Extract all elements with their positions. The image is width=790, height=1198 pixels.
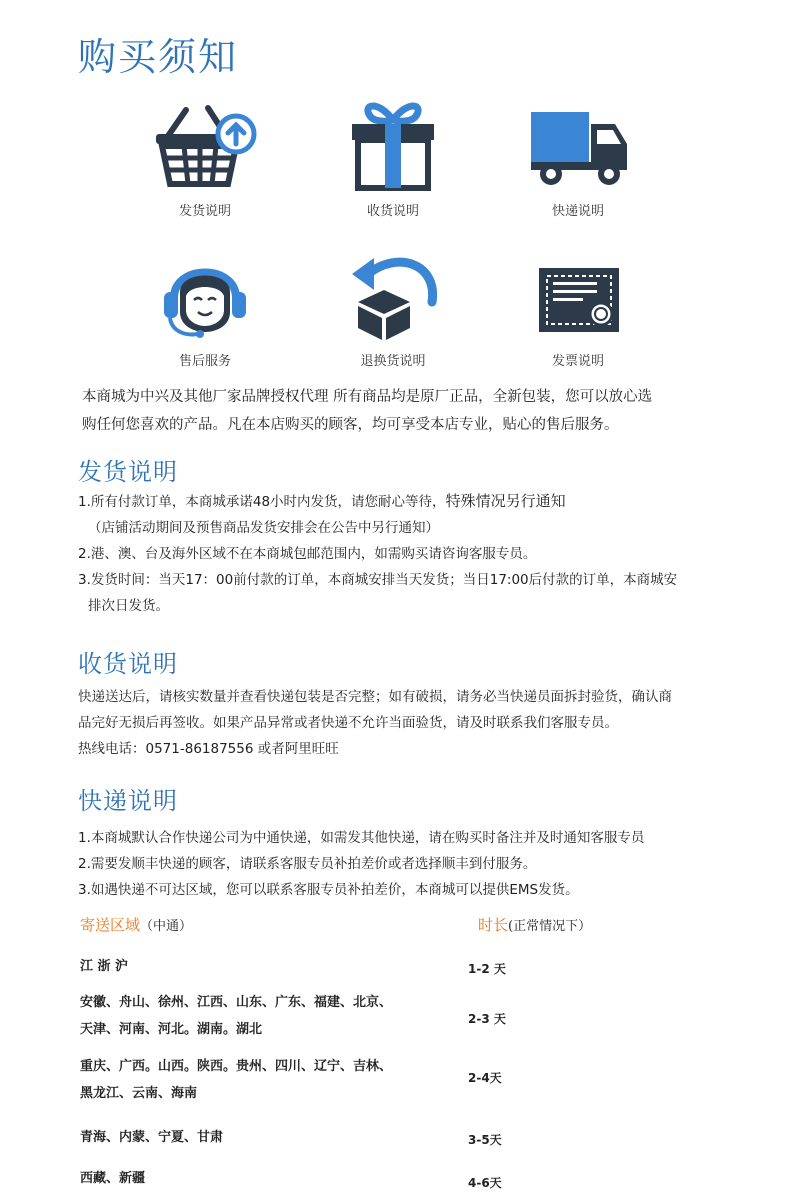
icon-item-after-sales[interactable] bbox=[130, 248, 280, 369]
shipping-line: 排次日发货。 bbox=[88, 598, 169, 614]
shipping-line: 2.港、澳、台及海外区域不在本商城包邮范围内，如需购买请咨询客服专员。 bbox=[78, 546, 537, 562]
courier-text bbox=[78, 825, 738, 903]
table-header-region bbox=[80, 914, 192, 935]
shipping-line: 3.发货时间：当天17：00前付款的订单，本商城安排当天发货；当日17:00后付款的订单，本商城安 bbox=[78, 572, 678, 588]
region-cell: 青海、内蒙、宁夏、甘肃 bbox=[80, 1130, 224, 1145]
duration-cell: 2-4天 bbox=[468, 1071, 502, 1085]
icon-item-returns[interactable] bbox=[318, 248, 468, 369]
region-cell: 天津、河南、河北。湖南。湖北 bbox=[80, 1022, 263, 1037]
page-title: 购买须知 bbox=[78, 35, 239, 79]
shipping-line-text: 1.所有付款订单，本商城承诺48小时内发货，请您耐心等待， bbox=[78, 494, 446, 510]
receiving-line: 品完好无损后再签收。如果产品异常或者快递不允许当面验货，请及时联系我们客服专员。 bbox=[78, 715, 618, 731]
shipping-line: （店铺活动期间及预售商品发货安排会在公告中另行通知） bbox=[88, 520, 439, 536]
customer-service-headset-icon bbox=[150, 248, 260, 344]
duration-cell: 3-5天 bbox=[468, 1133, 502, 1147]
return-box-arrow-icon bbox=[338, 248, 448, 344]
table-row bbox=[80, 1165, 460, 1192]
region-column-note: （中通） bbox=[140, 919, 193, 934]
section-title-receiving: 收货说明 bbox=[78, 650, 178, 678]
gift-box-icon bbox=[338, 98, 448, 194]
section-title-courier: 快递说明 bbox=[78, 787, 178, 815]
table-row bbox=[80, 1124, 460, 1151]
courier-line: 1.本商城默认合作快递公司为中通快递，如需发其他快递，请在购买时备注并及时通知客服专员 bbox=[78, 830, 645, 846]
shipping-line bbox=[78, 488, 738, 515]
duration-cell: 1-2 天 bbox=[468, 962, 506, 976]
receiving-line: 快递送达后，请核实数量并查看快递包装是否完整；如有破损，请务必当快递员面拆封验货，确认商 bbox=[78, 689, 672, 705]
shipping-text bbox=[78, 488, 738, 619]
special-notice: 特殊情况另行通知 bbox=[445, 492, 566, 510]
courier-line: 3.如遇快递不可达区域，您可以联系客服专员补拍差价，本商城可以提供EMS发货。 bbox=[78, 882, 579, 898]
intro-text bbox=[82, 383, 732, 439]
table-row bbox=[80, 1053, 460, 1107]
region-cell: 黑龙江、云南、海南 bbox=[80, 1086, 198, 1101]
icon-label-after-sales: 售后服务 bbox=[178, 354, 231, 369]
icon-label-invoice: 发票说明 bbox=[551, 354, 604, 369]
duration-cell: 4-6天 bbox=[468, 1176, 502, 1190]
intro-line: 购任何您喜欢的产品。凡在本店购买的顾客，均可享受本店专业，贴心的售后服务。 bbox=[82, 417, 619, 433]
duration-column-title: 时长 bbox=[478, 916, 509, 934]
icon-label-courier: 快递说明 bbox=[551, 204, 604, 219]
icon-label-receiving: 收货说明 bbox=[366, 204, 419, 219]
icon-item-receiving[interactable] bbox=[318, 98, 468, 219]
hotline-text: 热线电话：0571-86187556 或者阿里旺旺 bbox=[78, 741, 339, 757]
invoice-certificate-icon bbox=[523, 248, 633, 344]
icon-label-returns: 退换货说明 bbox=[360, 354, 426, 369]
icon-label-shipping: 发货说明 bbox=[178, 204, 231, 219]
region-cell: 重庆、广西。山西。陕西。贵州、四川、辽宁、吉林、 bbox=[80, 1059, 393, 1074]
intro-line: 本商城为中兴及其他厂家品牌授权代理 所有商品均是原厂正品，全新包装，您可以放心选 bbox=[82, 389, 653, 405]
icon-item-shipping[interactable] bbox=[130, 98, 280, 219]
duration-column-note: (正常情况下） bbox=[508, 919, 592, 934]
duration-cell: 2-3 天 bbox=[468, 1012, 506, 1026]
table-row bbox=[80, 989, 460, 1043]
receiving-text bbox=[78, 684, 738, 762]
region-cell: 西藏、新疆 bbox=[80, 1171, 146, 1186]
region-cell: 安徽、舟山、徐州、江西、山东、广东、福建、北京、 bbox=[80, 995, 393, 1010]
section-title-shipping: 发货说明 bbox=[78, 458, 178, 486]
table-row bbox=[80, 953, 460, 980]
region-cell: 江 浙 沪 bbox=[80, 959, 129, 974]
courier-line: 2.需要发顺丰快递的顾客，请联系客服专员补拍差价或者选择顺丰到付服务。 bbox=[78, 856, 537, 872]
delivery-truck-icon bbox=[523, 98, 633, 194]
table-header-duration bbox=[478, 914, 591, 935]
icon-item-courier[interactable] bbox=[503, 98, 653, 219]
region-column-title: 寄送区域 bbox=[80, 916, 141, 934]
icon-item-invoice[interactable] bbox=[503, 248, 653, 369]
shopping-basket-upload-icon bbox=[150, 98, 260, 194]
